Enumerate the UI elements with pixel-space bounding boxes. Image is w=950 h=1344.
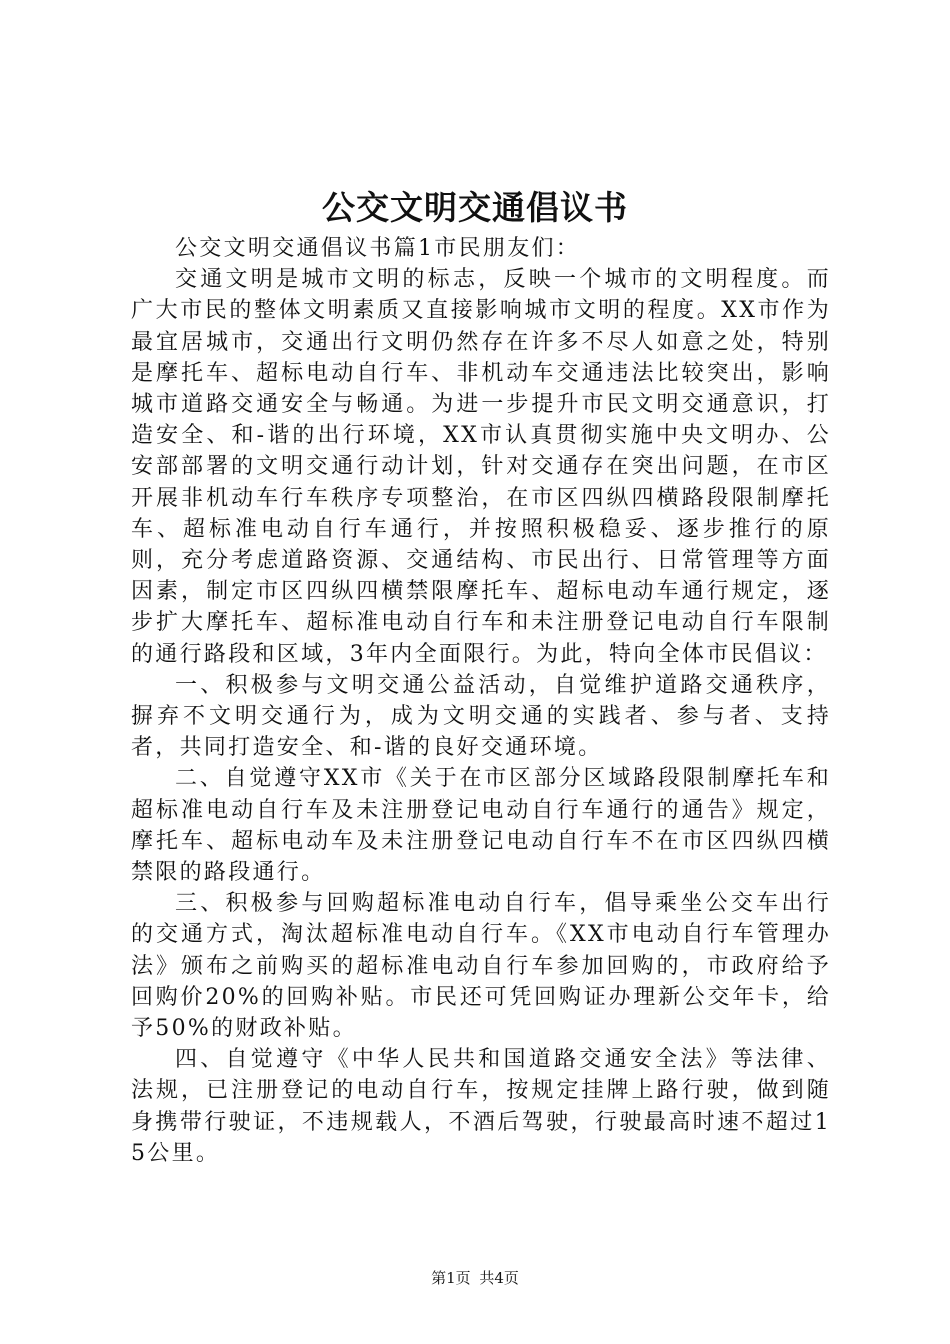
page-number: 第1页 (431, 1269, 471, 1287)
document-title: 公交文明交通倡议书 (322, 188, 628, 227)
document-body (131, 233, 831, 1169)
paragraph-item-1: 一、积极参与文明交通公益活动，自觉维护道路交通秩序，摒弃不文明交通行为，成为文明交通的实践者、参与者、支持者，共同打造安全、和-谐的良好交通环境。 (131, 672, 831, 761)
paragraph-item-4: 四、自觉遵守《中华人民共和国道路交通安全法》等法律、法规，已注册登记的电动自行车，按规定挂牌上路行驶，做到随身携带行驶证，不违规载人，不酒后驾驶，行驶最高时速不超过15公里。 (131, 1047, 831, 1166)
paragraph-item-3: 三、积极参与回购超标准电动自行车，倡导乘坐公交车出行的交通方式，淘汰超标准电动自行车。《XX市电动自行车管理办法》颁布之前购买的超标准电动自行车参加回购的，市政府给予回购价20%的回购补贴。市民还可凭回购证办理新公交年卡，给予50%的财政补贴。 (131, 891, 831, 1042)
paragraph-main: 交通文明是城市文明的标志，反映一个城市的文明程度。而广大市民的整体文明素质又直接影响城市文明的程度。XX市作为最宜居城市，交通出行文明仍然存在许多不尽人如意之处，特别是摩托车、超标电动自行车、非机动车交通违法比较突出，影响城市道路交通安全与畅通。为进一步提升市民文明交通意识，打造安全、和-谐的出行环境，XX市认真贯彻实施中央文明办、公安部部署的文明交通行动计划，针对交通存在突出问题，在市区开展非机动车行车秩序专项整治，在市区四纵四横路段限制摩托车、超标准电动自行车通行，并按照积极稳妥、逐步推行的原则，充分考虑道路资源、交通结构、市民出行、日常管理等方面因素，制定市区四纵四横禁限摩托车、超标电动车通行规定，逐步扩大摩托车、超标准电动自行车和未注册登记电动自行车限制的通行路段和区域，3年内全面限行。为此，特向全体市民倡议： (131, 267, 831, 667)
paragraph-intro: 公交文明交通倡议书篇1市民朋友们： (175, 236, 581, 261)
page-total: 共4页 (479, 1269, 519, 1287)
paragraph-item-2: 二、自觉遵守XX市《关于在市区部分区域路段限制摩托车和超标准电动自行车及未注册登记电动自行车通行的通告》规定，摩托车、超标电动车及未注册登记电动自行车不在市区四纵四横禁限的路段通行。 (131, 766, 831, 886)
page-footer (0, 1268, 950, 1288)
